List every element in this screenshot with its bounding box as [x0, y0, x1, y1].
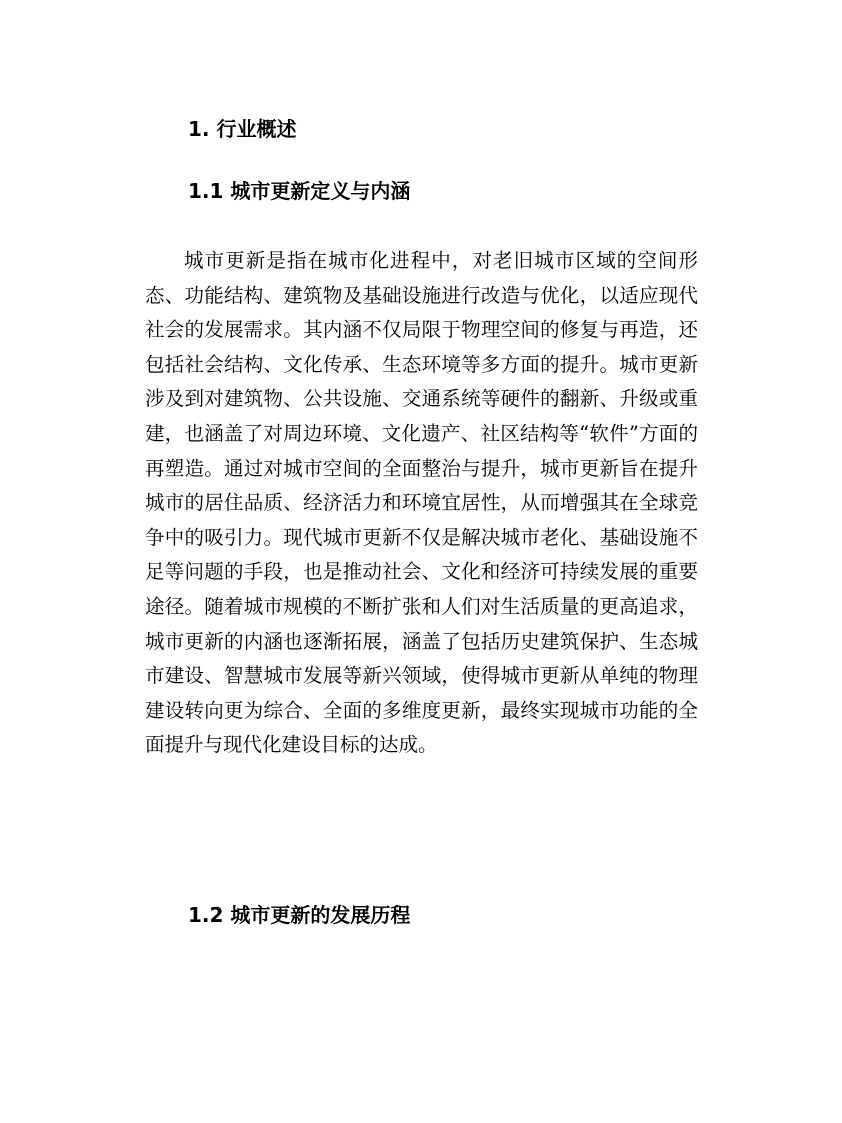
heading-industry-overview: 1. 行业概述	[188, 117, 297, 141]
heading-section-1-1: 1.1 城市更新定义与内涵	[188, 179, 411, 203]
paragraph-urban-renewal-definition: 城市更新是指在城市化进程中，对老旧城市区域的空间形态、功能结构、建筑物及基础设施进行改造与优化，以适应现代社会的发展需求。其内涵不仅局限于物理空间的修复与再造，还包括社会结构、文化传承、生态环境等多方面的提升。城市更新涉及到对建筑物、公共设施、交通系统等硬件的翻新、升级或重建，也涵盖了对周边环境、文化遗产、社区结构等“软件”方面的再塑造。通过对城市空间的全面整治与提升，城市更新旨在提升城市的居住品质、经济活力和环境宜居性，从而增强其在全球竞争中的吸引力。现代城市更新不仅是解决城市老化、基础设施不足等问题的手段，也是推动社会、文化和经济可持续发展的重要途径。随着城市规模的不断扩张和人们对生活质量的更高追求，城市更新的内涵也逐渐拓展，涵盖了包括历史建筑保护、生态城市建设、智慧城市发展等新兴领域，使得城市更新从单纯的物理建设转向更为综合、全面的多维度更新，最终实现城市功能的全面提升与现代化建设目标的达成。	[145, 249, 698, 757]
heading-section-1-2: 1.2 城市更新的发展历程	[188, 903, 411, 927]
